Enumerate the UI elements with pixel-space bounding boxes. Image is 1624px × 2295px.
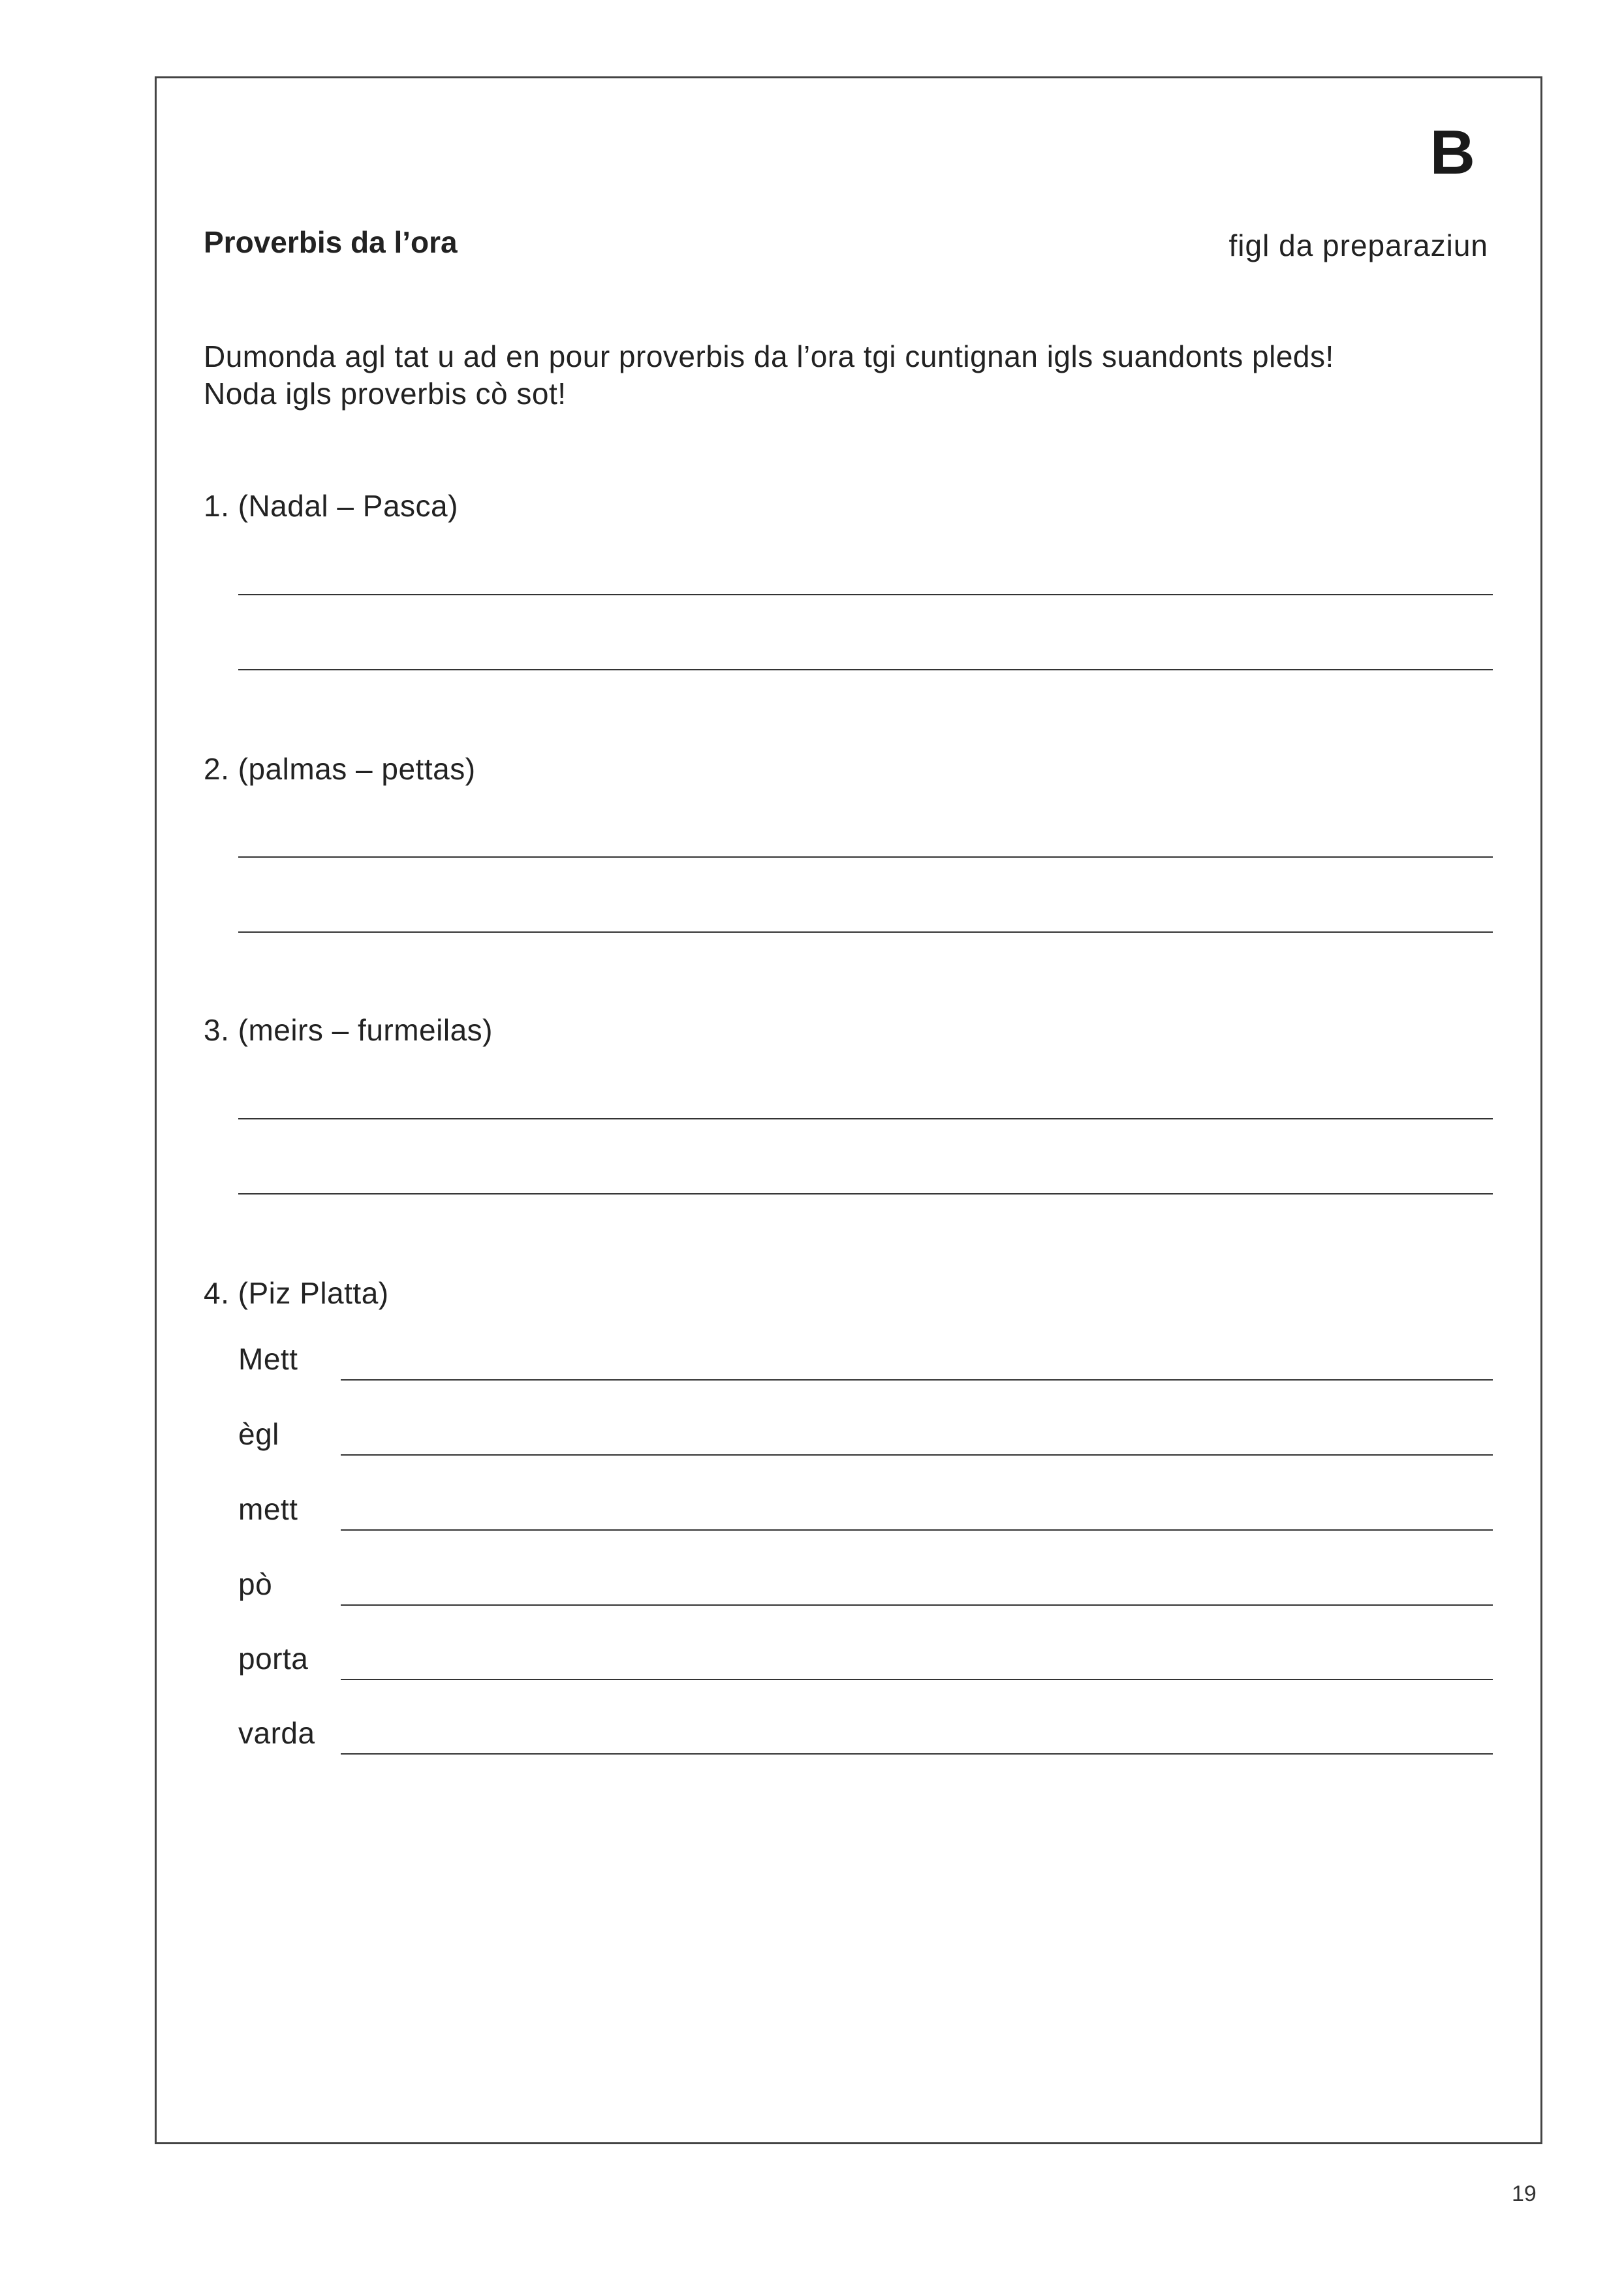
instructions-line: Noda igls proverbis cò sot! — [204, 377, 567, 411]
answer-line[interactable] — [238, 1118, 1493, 1119]
answer-line[interactable] — [238, 931, 1493, 933]
fill-in-word: porta — [238, 1642, 309, 1676]
fill-in-row — [238, 1491, 1493, 1531]
instructions-line: Dumonda agl tat u ad en pour proverbis da l’ora tgi cuntignan igls suandonts pleds! — [204, 339, 1334, 373]
fill-in-row — [238, 1715, 1493, 1755]
fill-in-row — [238, 1341, 1493, 1381]
answer-line[interactable] — [238, 594, 1493, 595]
fill-in-word: pò — [238, 1567, 273, 1601]
fill-in-line[interactable] — [341, 1679, 1493, 1680]
fill-in-line[interactable] — [341, 1753, 1493, 1755]
fill-in-word: varda — [238, 1716, 315, 1750]
fill-in-word: Mett — [238, 1342, 298, 1376]
fill-in-word: mett — [238, 1492, 298, 1526]
worksheet-title: Proverbis da l’ora — [204, 225, 458, 259]
question-label: 3. (meirs – furmeilas) — [204, 1013, 493, 1047]
fill-in-word: ègl — [238, 1417, 279, 1451]
fill-in-row — [238, 1641, 1493, 1680]
worksheet-frame — [155, 76, 1542, 2144]
fill-in-row — [238, 1416, 1493, 1456]
section-letter: B — [1429, 117, 1475, 187]
question-label: 4. (Piz Platta) — [204, 1276, 389, 1310]
answer-line[interactable] — [238, 1193, 1493, 1194]
fill-in-line[interactable] — [341, 1604, 1493, 1606]
fill-in-row — [238, 1567, 1493, 1606]
answer-line[interactable] — [238, 856, 1493, 858]
page-number: 19 — [1512, 2181, 1537, 2206]
fill-in-line[interactable] — [341, 1379, 1493, 1381]
fill-in-line[interactable] — [341, 1529, 1493, 1531]
instructions — [204, 338, 1496, 413]
answer-line[interactable] — [238, 669, 1493, 670]
fill-in-line[interactable] — [341, 1454, 1493, 1456]
question-label: 1. (Nadal – Pasca) — [204, 489, 458, 523]
question-label: 2. (palmas – pettas) — [204, 752, 476, 786]
worksheet-subtitle: figl da preparaziun — [1228, 228, 1488, 262]
